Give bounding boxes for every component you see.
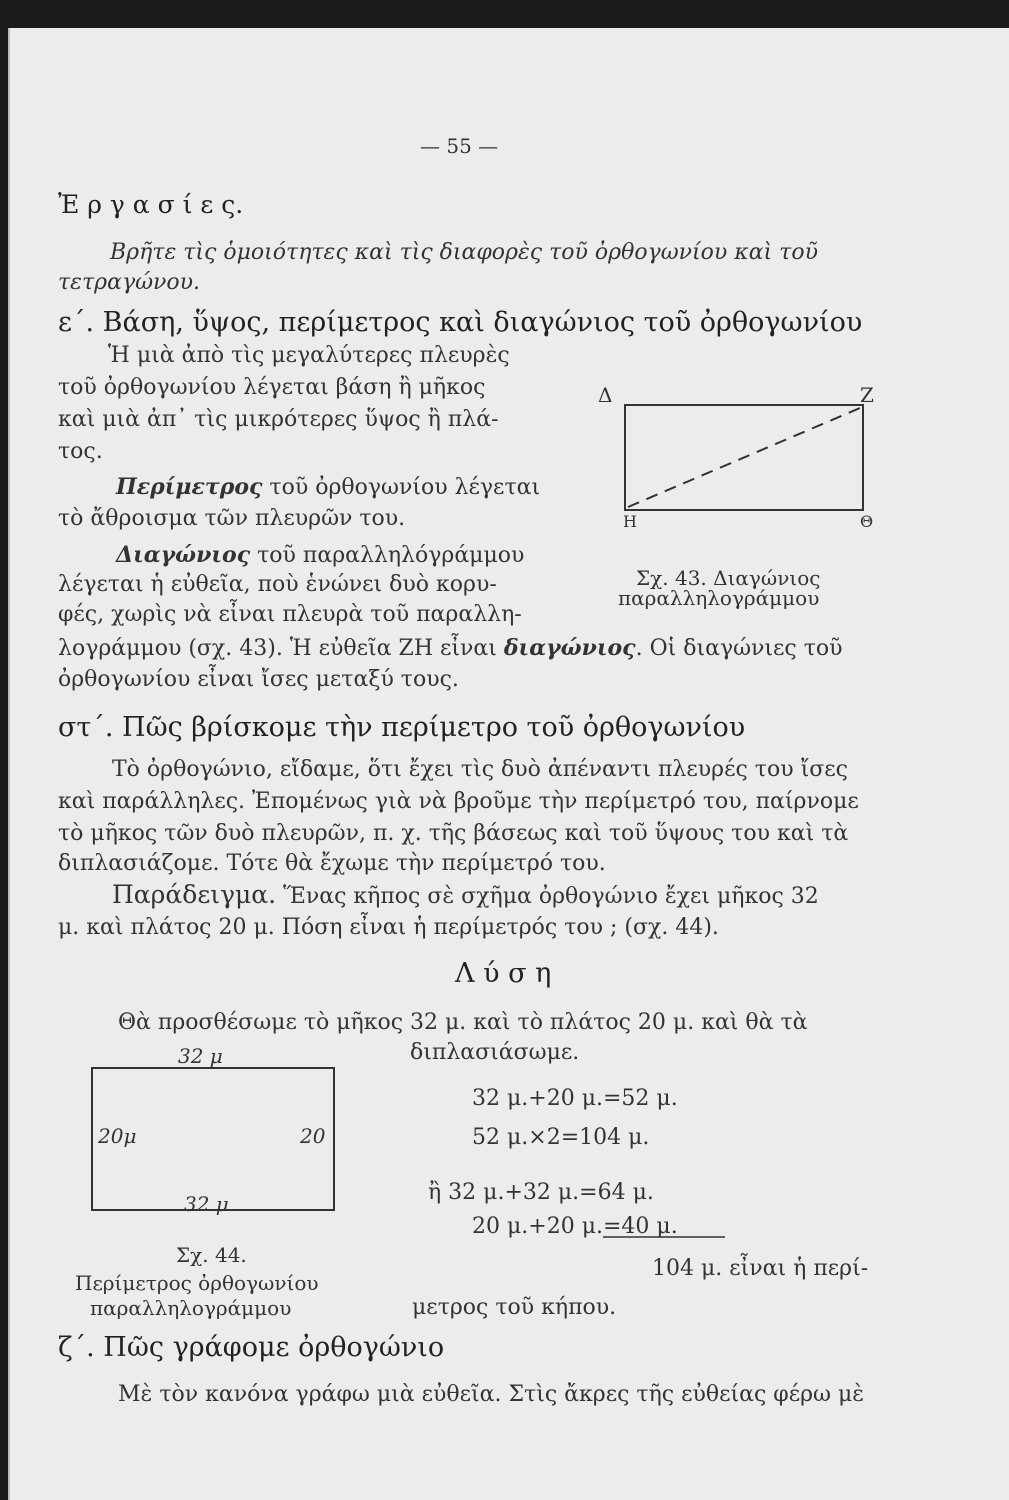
calc-line-3: ἢ 32 μ.+32 μ.=64 μ. [428,1180,654,1205]
example-line2: μ. καὶ πλάτος 20 μ. Πόση εἶναι ἡ περίμετρός του ; (σχ. 44). [58,915,719,940]
section-st-line2: καὶ παράλληλες. Ἐπομένως γιὰ νὰ βροῦμε τὴν περίμετρό του, παίρνομε [58,789,859,814]
section-st-line1: Τὸ ὀρθογώνιο, εἴδαμε, ὅτι ἔχει τὶς δυὸ ἀπέναντι πλευρές του ἴσες [112,757,848,782]
calc-line-2: 52 μ.×2=104 μ. [472,1125,650,1150]
fig44-bottom-label: 32 μ [184,1192,229,1216]
ergasies-line-1: Βρῆτε τὶς ὁμοιότητες καὶ τὶς διαφορὲς τοῦ ὀρθογωνίου καὶ τοῦ [110,240,818,265]
section-st-title: στ΄. Πῶς βρίσκομε τὴν περίμετρο τοῦ ὀρθογωνίου [58,712,746,743]
solution-heading: Λ ύ σ η [455,958,552,989]
section-e-title: ε΄. Βάση, ὕψος, περίμετρος καὶ διαγώνιος τοῦ ὀρθογωνίου [58,307,863,338]
fig43-diagonal [628,408,860,507]
section-e-para3-line5: ὀρθογωνίου εἶναι ἴσες μεταξύ τους. [58,667,459,692]
section-e-para3-line3: φές, χωρὶς νὰ εἶναι πλευρὰ τοῦ παραλλη- [58,602,522,627]
fig43-label-th: Θ [860,512,874,531]
section-e-para3-line2: λέγεται ἡ εὐθεῖα, ποὺ ἑνώνει δυὸ κορυ- [58,572,497,597]
fig44-caption-2: Περίμετρος ὀρθογωνίου [75,1271,319,1295]
example-line1 [112,882,819,910]
section-z-title: ζ΄. Πῶς γράφομε ὀρθογώνιο [58,1332,445,1363]
section-e-para1-line2: τοῦ ὀρθογωνίου λέγεται βάση ἢ μῆκος [58,375,486,400]
ergasies-line-2: τετραγώνου. [58,270,201,295]
fig44-caption-1: Σχ. 44. [176,1243,247,1267]
example-text-1: Ἕνας κῆπος σὲ σχῆμα ὀρθογώνιο ἔχει μῆκος 32 [276,884,819,909]
fig43-label-h: Η [623,512,637,531]
section-z-line1: Μὲ τὸν κανόνα γράφω μιὰ εὐθεῖα. Στὶς ἄκρες τῆς εὐθείας φέρω μὲ [118,1382,865,1407]
example-label: Παράδειγμα. [112,880,277,909]
page-number: — 55 — [420,134,499,158]
fig43-caption-2: παραλληλογράμμου [618,586,820,610]
fig43-label-z: Ζ [860,383,874,407]
fig44-right-label: 20 [300,1124,326,1148]
calc-line-5: 104 μ. εἶναι ἡ περί- [652,1256,869,1281]
para3-line4-text: λογράμμου (σχ. 43). Ἡ εὐθεῖα ΖΗ εἶναι [58,636,504,661]
section-e-para1-line4: τος. [58,439,103,464]
fig44-left-label: 20μ [98,1124,137,1148]
fig43-label-d: Δ [598,383,613,407]
solution-intro-2: διπλασιάσωμε. [410,1040,580,1065]
diagonios-term: Διαγώνιος [116,542,251,568]
section-e-para1-line1: Ἡ μιὰ ἀπὸ τὶς μεγαλύτερες πλευρὲς [108,343,510,368]
para3-tail: . Οἱ διαγώνιες τοῦ [635,636,843,661]
perimetros-def: τοῦ ὀρθογωνίου λέγεται [262,475,541,500]
calc-line-6: μετρος τοῦ κήπου. [412,1295,617,1320]
solution-intro-1: Θὰ προσθέσωμε τὸ μῆκος 32 μ. καὶ τὸ πλάτος 20 μ. καὶ θὰ τὰ [118,1010,808,1035]
fig44-top-label: 32 μ [178,1044,223,1068]
diagonios-def: τοῦ παραλληλόγράμμου [250,543,525,568]
section-e-para1-line3: καὶ μιὰ ἀπ᾿ τὶς μικρότερες ὕψος ἢ πλά- [58,407,499,432]
fig44-caption-3: παραλληλογράμμου [90,1296,292,1320]
section-st-line4: διπλασιάζομε. Τότε θὰ ἔχωμε τὴν περίμετρό του. [58,851,606,876]
section-e-para2-line2: τὸ ἄθροισμα τῶν πλευρῶν του. [58,506,406,531]
calc-line-1: 32 μ.+20 μ.=52 μ. [472,1086,678,1111]
perimetros-term: Περίμετρος [116,474,263,500]
ergasies-heading: Ἐ ρ γ α σ ί ε ς. [58,190,244,219]
diagonios-term-2: διαγώνιος [503,635,636,661]
fig43-caption-1: Σχ. 43. Διαγώνιος [636,566,821,590]
calc-line-4: 20 μ.+20 μ.=40 μ. [472,1214,678,1239]
section-st-line3: τὸ μῆκος τῶν δυὸ πλευρῶν, π. χ. τῆς βάσεως καὶ τοῦ ὕψους του καὶ τὰ [58,821,849,846]
